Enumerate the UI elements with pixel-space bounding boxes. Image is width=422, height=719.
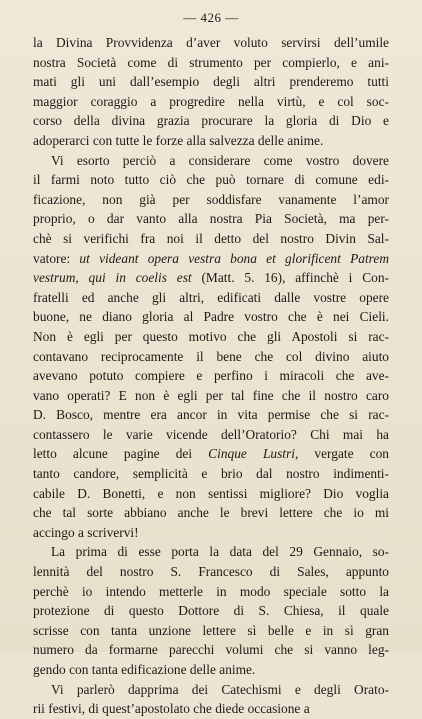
text-segment: proprio, o dar vanto alla nostra Pia Società, ma per- [33,211,389,227]
text-segment: letto alcune pagine dei [33,446,209,462]
text-line [33,268,389,288]
text-segment: contassero le varie vicende dell’Oratorio? Chi mai ha [33,426,389,442]
text-segment: (Matt. 5. 16), affinchè i Con- [191,270,389,286]
text-segment: che tal sorte abbiano anche le brevi lettere che io mi [33,505,389,521]
text-segment: protezione di questo Dottore di S. Chiesa, il quale [33,603,389,619]
text-segment: vatore: [33,250,80,266]
text-line [33,660,389,680]
text-segment: rii festivi, di quest’apostolato che diede occasione a [33,701,310,717]
text-line [33,131,389,151]
text-segment: D. Bosco, mentre era ancor in vita permise che si rac- [33,407,389,423]
text-line [33,170,389,190]
text-segment: Vi esorto perciò a considerare come vostro dovere [51,152,389,168]
text-segment: ficazione, non già per soddisfare vanamente l’amor [33,191,389,207]
text-segment: Non è egli per questo motivo che gli Apostoli si rac- [33,328,389,344]
text-line [33,53,389,73]
page-number: — 426 — [183,10,239,25]
text-line [33,444,389,464]
text-line [33,307,389,327]
text-line [33,582,389,602]
text-line [33,92,389,112]
text-segment: , vergate con [294,446,389,462]
text-line [33,229,389,249]
text-line [33,699,389,719]
text-line [33,601,389,621]
text-line [33,503,389,523]
text-segment: numero da formarne parecchi volumi che si vanno leg- [33,642,389,658]
text-line [33,111,389,131]
text-segment: la Divina Provvidenza d’aver voluto servirsi dell’umile [33,35,389,50]
text-line [33,249,389,269]
text-segment: contavano reciprocamente il bene che col divino aiuto [33,348,389,364]
italic-text: Cinque Lustri [208,446,295,462]
text-segment: vano operati? E non è egli per tal fine che il nostro caro [33,387,389,403]
text-segment: La prima di esse porta la data del 29 Gennaio, so- [51,544,389,560]
text-line [33,151,389,171]
text-line [33,621,389,641]
text-segment: mati gli uni dall’esempio degli altri prenderemo tutti [33,74,389,90]
text-segment: buone, ne diano gloria al Padre vostro che è nei Cieli. [33,309,389,325]
text-line [33,288,389,308]
text-line [33,72,389,92]
text-segment: lennità del nostro S. Francesco di Sales, appunto [33,564,389,580]
text-line [33,347,389,367]
text-segment: corso della divina grazia procurare la gloria di Dio e [33,113,389,129]
text-line [33,680,389,700]
text-line [33,366,389,386]
text-segment: cabile D. Bonetti, e non sentissi migliore? Dio voglia [33,485,389,501]
text-line [33,484,389,504]
text-line [33,190,389,210]
body-text [33,33,389,719]
text-line [33,405,389,425]
text-line [33,640,389,660]
text-segment: scrisse con tanta unzione lettere sì belle e in sì gran [33,622,389,638]
text-segment: tanto candore, semplicità e brio dal nostro indimenti- [33,466,389,482]
text-line [33,386,389,406]
text-segment: nostra Società come di strumento per compierlo, e ani- [33,54,389,70]
text-line [33,209,389,229]
text-line [33,425,389,445]
text-segment: il farmi noto tutto ciò che può tornare di comune edi- [33,172,389,188]
italic-text: vestrum, qui in coelis est [33,270,192,286]
text-segment: adoperarci con tutte le forze alla salvezza delle anime. [33,132,324,148]
text-segment: avevano potuto compiere e perfino i miracoli che ave- [33,368,389,384]
text-line [33,523,389,543]
text-segment: gendo con tanta edificazione delle anime. [33,662,256,677]
text-segment: chè si verifichi fra noi il detto del nostro Divin Sal- [33,230,389,246]
text-line [33,542,389,562]
text-segment: perchè io intendo metterle in modo speciale sotto la [33,583,389,599]
italic-text: ut videant opera vestra bona et glorificent Patrem [79,250,389,266]
text-segment: Vi parlerò dapprima dei Catechismi e degli Orato- [51,681,389,697]
text-line [33,464,389,484]
text-line [33,562,389,582]
text-line [33,327,389,347]
text-segment: accingo a scrivervi! [33,524,139,540]
text-segment: fratelli ed anche gli altri, edificati dalle vostre opere [33,289,389,305]
text-segment: maggior coraggio a progredire nella virtù, e col soc- [33,93,389,109]
text-line [33,33,389,53]
